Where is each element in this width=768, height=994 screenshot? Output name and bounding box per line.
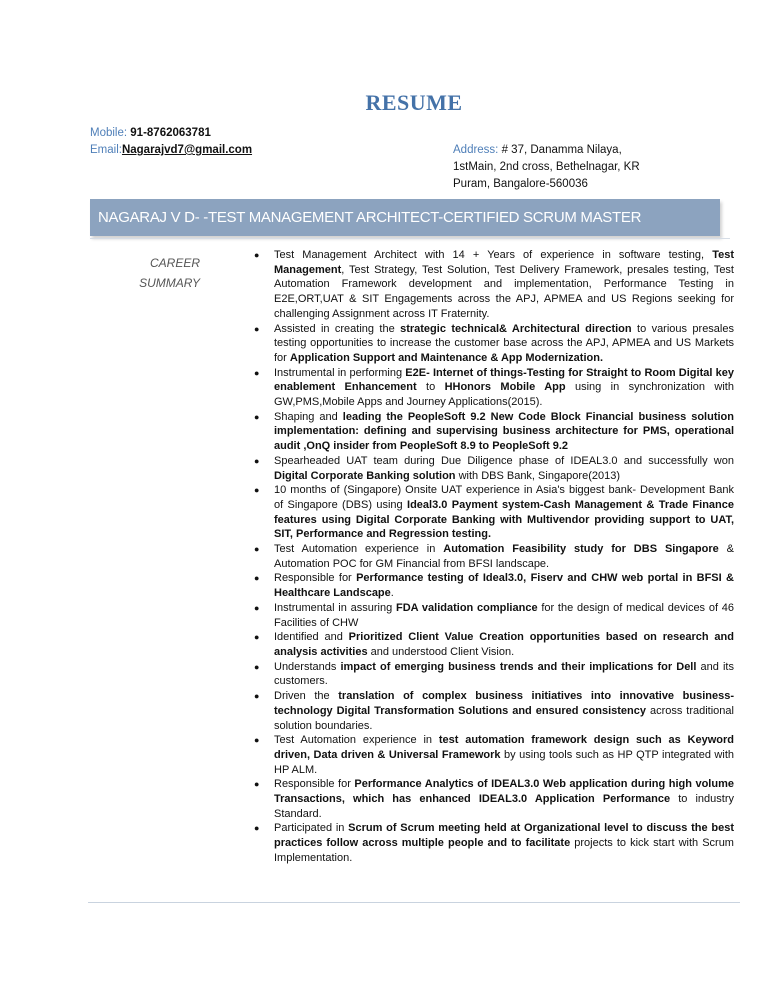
email-label: Email: bbox=[90, 144, 122, 156]
summary-item bbox=[250, 542, 734, 571]
bullet-icon: ● bbox=[254, 411, 260, 422]
summary-text: Test Automation experience in bbox=[274, 734, 439, 747]
mobile-value: 91-8762063781 bbox=[130, 127, 211, 139]
summary-text: Understands bbox=[274, 660, 341, 673]
mobile-line bbox=[90, 125, 252, 142]
summary-text: to industry Standard. bbox=[274, 793, 734, 820]
summary-text: Responsible for bbox=[274, 778, 355, 791]
bullet-icon: ● bbox=[254, 823, 260, 834]
address-block bbox=[453, 142, 673, 193]
bullet-icon: ● bbox=[254, 250, 260, 260]
summary-text: for the design of medical devices of 46 Facilities of CHW bbox=[274, 601, 734, 629]
bullet-icon: ● bbox=[254, 323, 260, 334]
summary-text: to various presales testing opportunities to increase the customer base across the APJ, APMEA and US Markets for bbox=[274, 322, 734, 364]
summary-bold-text: translation of complex business initiatives into innovative business-technology Digital Transformation Solutions and ensured consistency bbox=[274, 690, 734, 717]
summary-text: and its customers. bbox=[274, 660, 734, 688]
divider-top bbox=[90, 238, 730, 239]
address-line-2: 1stMain, 2nd cross, Bethelnagar, KR bbox=[453, 161, 640, 173]
summary-item bbox=[250, 733, 734, 777]
summary-bold-text: Digital Corporate Banking solution bbox=[274, 469, 456, 482]
summary-bold-text: strategic technical& Architectural direction bbox=[400, 322, 632, 335]
summary-text: Participated in bbox=[274, 822, 349, 835]
summary-item bbox=[250, 248, 734, 322]
summary-text: , Test Strategy, Test Solution, Test Delivery Framework, presales testing, Test Automation Framework development and implementation, Performance Testing in E2E,ORT,UAT & SIT Engagements across the APJ, APMEA and US Regions seeking for challenging Assignment across IT Fraternity. bbox=[274, 263, 734, 320]
address-label: Address: bbox=[453, 144, 499, 156]
summary-bold-text: Application Support and Maintenance & App Modernization. bbox=[289, 351, 603, 364]
summary-bold-text: E2E- Internet of things-Testing for Straight to Room Digital key enablement Enhancement bbox=[274, 366, 734, 394]
address-line-3: Puram, Bangalore-560036 bbox=[453, 178, 588, 190]
bullet-icon: ● bbox=[254, 367, 260, 378]
email-link[interactable]: Nagarajvd7@gmail.com bbox=[121, 144, 253, 156]
summary-text: Test Automation experience in bbox=[274, 543, 444, 556]
email-line bbox=[90, 142, 252, 159]
summary-text: . bbox=[390, 587, 394, 600]
section-label-line2: SUMMARY bbox=[139, 276, 200, 290]
summary-item bbox=[250, 366, 734, 410]
name-title-banner: NAGARAJ V D- -TEST MANAGEMENT ARCHITECT-CERTIFIED SCRUM MASTER bbox=[90, 199, 720, 236]
address-line-1 bbox=[453, 142, 673, 159]
summary-item bbox=[250, 483, 734, 542]
summary-item bbox=[250, 571, 734, 600]
section-label-line1: CAREER bbox=[149, 256, 200, 270]
summary-text: Shaping and bbox=[274, 410, 343, 423]
bullet-icon: ● bbox=[254, 691, 260, 702]
summary-text: and understood Client Vision. bbox=[367, 645, 515, 658]
summary-item bbox=[250, 601, 734, 630]
bullet-icon: ● bbox=[254, 632, 260, 643]
summary-item bbox=[250, 410, 734, 454]
summary-text: Spearheaded UAT team during Due Diligence phase of IDEAL3.0 and successfully won bbox=[274, 454, 734, 467]
summary-text: to bbox=[416, 381, 445, 394]
summary-item bbox=[250, 322, 734, 366]
summary-item bbox=[250, 689, 734, 733]
career-summary-list bbox=[250, 248, 734, 866]
summary-text: with DBS Bank, Singapore(2013) bbox=[455, 469, 620, 482]
summary-text: across traditional solution boundaries. bbox=[274, 704, 734, 732]
summary-item bbox=[250, 777, 734, 821]
bullet-icon: ● bbox=[254, 735, 260, 746]
section-label bbox=[130, 253, 200, 293]
summary-text: Identified and bbox=[274, 631, 349, 644]
summary-bold-text: impact of emerging business trends and their implications for Dell bbox=[340, 660, 697, 673]
summary-text: by using tools such as HP QTP integrated with HP ALM. bbox=[274, 748, 734, 776]
summary-text: Assisted in creating the bbox=[274, 322, 401, 335]
summary-bold-text: Prioritized Client Value Creation opportunities based on research and analysis activities bbox=[274, 631, 734, 658]
summary-item bbox=[250, 630, 734, 659]
divider-bottom bbox=[88, 902, 740, 903]
summary-bold-text: HHonors Mobile App bbox=[444, 381, 566, 394]
summary-text: Driven the bbox=[274, 690, 339, 703]
summary-bold-text: Scrum of Scrum meeting held at Organizational level to discuss the best practices follow across multiple people and to facilitate bbox=[274, 822, 735, 850]
summary-bold-text: Performance Analytics of IDEAL3.0 Web application during high volume Transactions, which has enhanced IDEAL3.0 Application Performance bbox=[274, 778, 734, 806]
summary-text: Responsible for bbox=[274, 572, 357, 585]
bullet-icon: ● bbox=[254, 779, 260, 790]
contact-left bbox=[90, 125, 252, 159]
summary-text: Test Management Architect with 14 + Years of experience in software testing, bbox=[274, 249, 713, 261]
page-title: RESUME bbox=[365, 90, 463, 115]
summary-item bbox=[250, 821, 734, 865]
summary-text: projects to kick start with Scrum Implementation. bbox=[274, 837, 734, 864]
summary-bold-text: Performance testing of Ideal3.0, Fiserv and CHW web portal in BFSI & Healthcare Landscape bbox=[274, 572, 734, 600]
bullet-icon: ● bbox=[254, 455, 260, 466]
mobile-label: Mobile: bbox=[90, 127, 128, 139]
summary-item bbox=[250, 660, 734, 689]
summary-text: using in synchronization with GW,PMS,Mobile Apps and Journey Applications(2015). bbox=[274, 381, 734, 409]
bullet-icon: ● bbox=[254, 602, 260, 613]
summary-bold-text: test automation framework design such as Keyword driven, Data driven & Universal Framework bbox=[274, 734, 735, 761]
bullet-icon: ● bbox=[254, 485, 260, 496]
bullet-icon: ● bbox=[254, 573, 260, 584]
summary-bold-text: Ideal3.0 Payment system-Cash Management & Trade Finance features using Digital Corporate Banking with Multivendor providing support to UAT, SIT, Performance and Regression testing. bbox=[274, 498, 734, 541]
summary-text: Instrumental in performing bbox=[274, 366, 406, 379]
summary-item bbox=[250, 454, 734, 483]
summary-bold-text: Automation Feasibility study for DBS Singapore bbox=[443, 543, 719, 556]
summary-bold-text: FDA validation compliance bbox=[395, 601, 538, 614]
summary-text: Instrumental in assuring bbox=[274, 601, 396, 614]
summary-text: 10 months of (Singapore) Onsite UAT experience in Asia's biggest bank- Development Bank of Singapore (DBS) using bbox=[274, 484, 734, 511]
bullet-icon: ● bbox=[254, 544, 260, 555]
bullet-icon: ● bbox=[254, 661, 260, 672]
summary-text: & Automation POC for GM Financial from BFSI landscape. bbox=[274, 543, 734, 570]
summary-bold-text: Test Management bbox=[274, 249, 734, 276]
address-line1: # 37, Danamma Nilaya, bbox=[501, 144, 622, 156]
summary-bold-text: leading the PeopleSoft 9.2 New Code Block Financial business solution implementation: defining and supervising business architecture for PMS, operational audit ,OnQ insider from PeopleSoft 8.9 to PeopleSoft 9.2 bbox=[274, 410, 734, 453]
